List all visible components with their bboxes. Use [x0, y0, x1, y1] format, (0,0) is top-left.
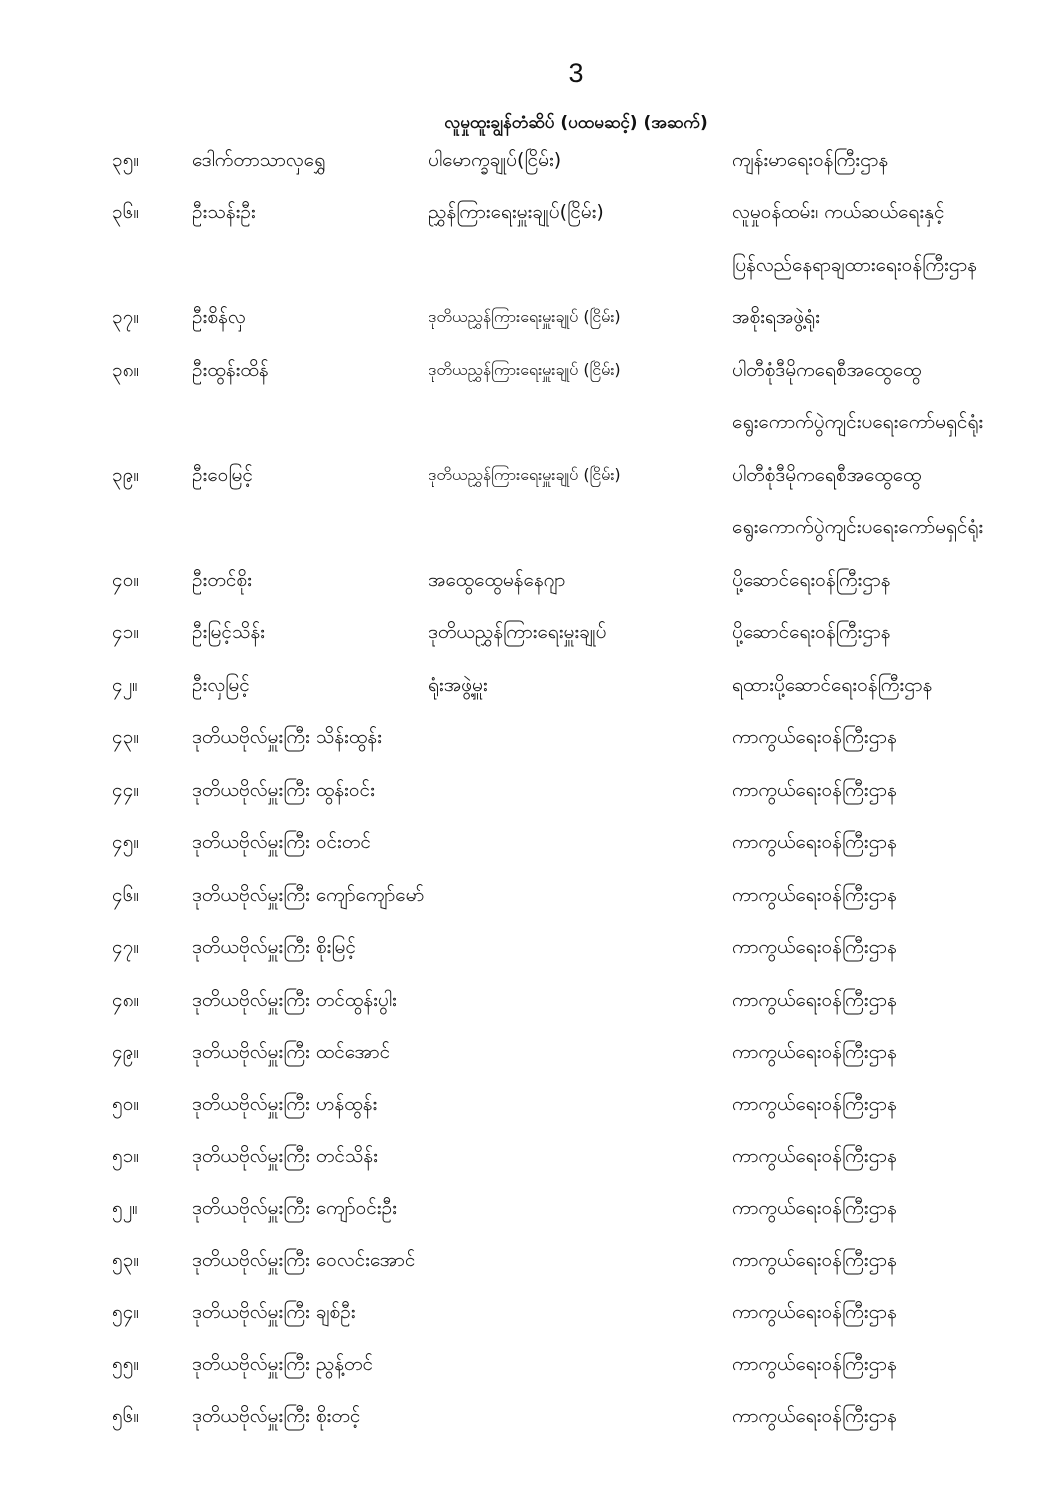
recipient-name: ဒုတိယဗိုလ်မှူးကြီး တင်ထွန်းပွါး [192, 989, 397, 1011]
recipient-department: ရထားပို့ဆောင်ရေးဝန်ကြီးဌာန [732, 674, 933, 696]
row-number: ၄၆။ [112, 884, 140, 906]
list-row [0, 773, 1062, 807]
list-row [0, 983, 1062, 1017]
row-number: ၅၃။ [112, 1249, 140, 1271]
recipient-name: ဦးထွန်းထိန် [192, 359, 269, 381]
recipient-department: ကာကွယ်ရေးဝန်ကြီးဌာန [732, 1041, 897, 1063]
row-number: ၅၁။ [112, 1145, 140, 1167]
page-number: 3 [568, 58, 584, 88]
recipient-position: ဒုတိယညွှန်ကြားရေးမှူးချုပ် (ငြိမ်း) [428, 465, 621, 484]
list-row [0, 1191, 1062, 1225]
recipient-name: ဦးမြင့်သိန်း [192, 621, 265, 643]
list-row [0, 1035, 1062, 1069]
row-number: ၄၂။ [112, 674, 138, 696]
recipient-name: ဒုတိယဗိုလ်မှူးကြီး ထင်အောင် [192, 1041, 391, 1063]
row-number: ၃၈။ [112, 359, 140, 381]
list-row [0, 930, 1062, 964]
recipient-department: ကာကွယ်ရေးဝန်ကြီးဌာန [732, 1353, 897, 1375]
recipient-department: ကာကွယ်ရေးဝန်ကြီးဌာန [732, 1405, 897, 1427]
recipient-name: ဒုတိယဗိုလ်မှူးကြီး ချစ်ဦး [192, 1301, 356, 1323]
row-number: ၅၅။ [112, 1353, 140, 1375]
list-row [0, 1347, 1062, 1381]
recipient-department: အစိုးရအဖွဲ့ရုံး [732, 306, 820, 328]
recipient-position: ဒုတိယညွှန်ကြားရေးမှူးချုပ် (ငြိမ်း) [428, 307, 621, 326]
recipient-department: လူမှုဝန်ထမ်း၊ ကယ်ဆယ်ရေးနှင့် [732, 201, 945, 223]
row-number: ၄၇။ [112, 936, 140, 958]
recipient-department: ရွေးကောက်ပွဲကျင်းပရေးကော်မရှင်ရုံး [732, 411, 984, 433]
list-row [0, 300, 1062, 334]
list-row [0, 825, 1062, 859]
recipient-department: ကာကွယ်ရေးဝန်ကြီးဌာန [732, 936, 897, 958]
recipient-position: အထွေထွေမန်နေဂျာ [428, 569, 566, 591]
row-number: ၄၅။ [112, 831, 140, 853]
recipient-department: ကျန်းမာရေးဝန်ကြီးဌာန [732, 149, 889, 171]
list-row-continuation [0, 248, 1062, 282]
recipient-position: ဒုတိယညွှန်ကြားရေးမှူးချုပ် (ငြိမ်း) [428, 360, 621, 379]
row-number: ၃၅။ [112, 149, 140, 171]
recipient-position: ဒုတိယညွှန်ကြားရေးမှူးချုပ် [428, 621, 607, 643]
list-row [0, 1399, 1062, 1433]
list-row [0, 1087, 1062, 1121]
recipient-position: ပါမောက္ခချုပ်(ငြိမ်း) [428, 149, 562, 171]
recipient-name: ဒုတိယဗိုလ်မှူးကြီး စိုးမြင့် [192, 936, 356, 958]
recipient-name: ဦးဝေမြင့် [192, 464, 253, 486]
recipient-department: ပါတီစုံဒီမိုကရေစီအထွေထွေ [732, 359, 922, 381]
recipient-department: ကာကွယ်ရေးဝန်ကြီးဌာန [732, 779, 897, 801]
recipient-department: ကာကွယ်ရေးဝန်ကြီးဌာန [732, 884, 897, 906]
list-row [0, 878, 1062, 912]
row-number: ၅၂။ [112, 1197, 138, 1219]
recipient-name: ဒုတိယဗိုလ်မှူးကြီး ညွန့်တင် [192, 1353, 374, 1375]
list-row [0, 195, 1062, 229]
list-row [0, 668, 1062, 702]
recipient-name: ဒေါက်တာသာလှရွှေ [192, 149, 326, 171]
list-row [0, 143, 1062, 177]
recipient-department: ကာကွယ်ရေးဝန်ကြီးဌာန [732, 1301, 897, 1323]
recipient-department: ကာကွယ်ရေးဝန်ကြီးဌာန [732, 1145, 897, 1167]
list-row [0, 720, 1062, 754]
recipient-department: ပို့ဆောင်ရေးဝန်ကြီးဌာန [732, 569, 891, 591]
list-row [0, 563, 1062, 597]
row-number: ၃၇။ [112, 306, 140, 328]
recipient-department: ကာကွယ်ရေးဝန်ကြီးဌာန [732, 989, 897, 1011]
recipient-name: ဒုတိယဗိုလ်မှူးကြီး ကျော်ကျော်မော် [192, 884, 425, 906]
list-row [0, 458, 1062, 492]
list-row [0, 615, 1062, 649]
row-number: ၃၆။ [112, 201, 140, 223]
recipient-name: ဒုတိယဗိုလ်မှူးကြီး ဝင်းတင် [192, 831, 371, 853]
row-number: ၅၆။ [112, 1405, 140, 1427]
recipient-name: ဒုတိယဗိုလ်မှူးကြီး ဝေလင်းအောင် [192, 1249, 416, 1271]
list-row [0, 353, 1062, 387]
recipient-department: ပို့ဆောင်ရေးဝန်ကြီးဌာန [732, 621, 891, 643]
row-number: ၃၉။ [112, 464, 140, 486]
recipient-name: ဦးစိန်လှ [192, 306, 246, 328]
document-title: လူမှုထူးချွန်တံဆိပ် (ပထမဆင့်) (အဆက်) [444, 113, 708, 133]
row-number: ၅၀။ [112, 1093, 140, 1115]
row-number: ၄၈။ [112, 989, 140, 1011]
row-number: ၄၁။ [112, 621, 140, 643]
recipient-name: ဦးလှမြင့် [192, 674, 250, 696]
list-row [0, 1139, 1062, 1173]
row-number: ၅၄။ [112, 1301, 140, 1323]
recipient-department: ကာကွယ်ရေးဝန်ကြီးဌာန [732, 831, 897, 853]
recipient-name: ဦးသန်းဦး [192, 201, 256, 223]
recipient-name: ဒုတိယဗိုလ်မှူးကြီး ထွန်းဝင်း [192, 779, 375, 801]
recipient-name: ဒုတိယဗိုလ်မှူးကြီး စိုးတင့် [192, 1405, 361, 1427]
list-row-continuation [0, 405, 1062, 439]
list-row [0, 1243, 1062, 1277]
row-number: ၄၄။ [112, 779, 140, 801]
recipient-name: ဒုတိယဗိုလ်မှူးကြီး ဟန်ထွန်း [192, 1093, 378, 1115]
recipient-department: ပါတီစုံဒီမိုကရေစီအထွေထွေ [732, 464, 922, 486]
recipient-position: ညွှန်ကြားရေးမှူးချုပ်(ငြိမ်း) [428, 201, 604, 223]
row-number: ၄၉။ [112, 1041, 140, 1063]
recipient-department: ကာကွယ်ရေးဝန်ကြီးဌာန [732, 1197, 897, 1219]
recipient-department: ပြန်လည်နေရာချထားရေးဝန်ကြီးဌာန [732, 254, 977, 276]
row-number: ၄၃။ [112, 726, 140, 748]
recipient-name: ဒုတိယဗိုလ်မှူးကြီး သိန်းထွန်း [192, 726, 382, 748]
recipient-department: ကာကွယ်ရေးဝန်ကြီးဌာန [732, 1249, 897, 1271]
recipient-department: ကာကွယ်ရေးဝန်ကြီးဌာန [732, 1093, 897, 1115]
recipient-name: ဒုတိယဗိုလ်မှူးကြီး ကျော်ဝင်းဦး [192, 1197, 397, 1219]
recipient-department: ရွေးကောက်ပွဲကျင်းပရေးကော်မရှင်ရုံး [732, 516, 984, 538]
list-row-continuation [0, 510, 1062, 544]
row-number: ၄၀။ [112, 569, 140, 591]
recipient-department: ကာကွယ်ရေးဝန်ကြီးဌာန [732, 726, 897, 748]
recipient-name: ဒုတိယဗိုလ်မှူးကြီး တင်သိန်း [192, 1145, 378, 1167]
list-row [0, 1295, 1062, 1329]
recipient-name: ဦးတင်စိုး [192, 569, 252, 591]
recipient-position: ရုံးအဖွဲ့မှူး [428, 674, 488, 696]
